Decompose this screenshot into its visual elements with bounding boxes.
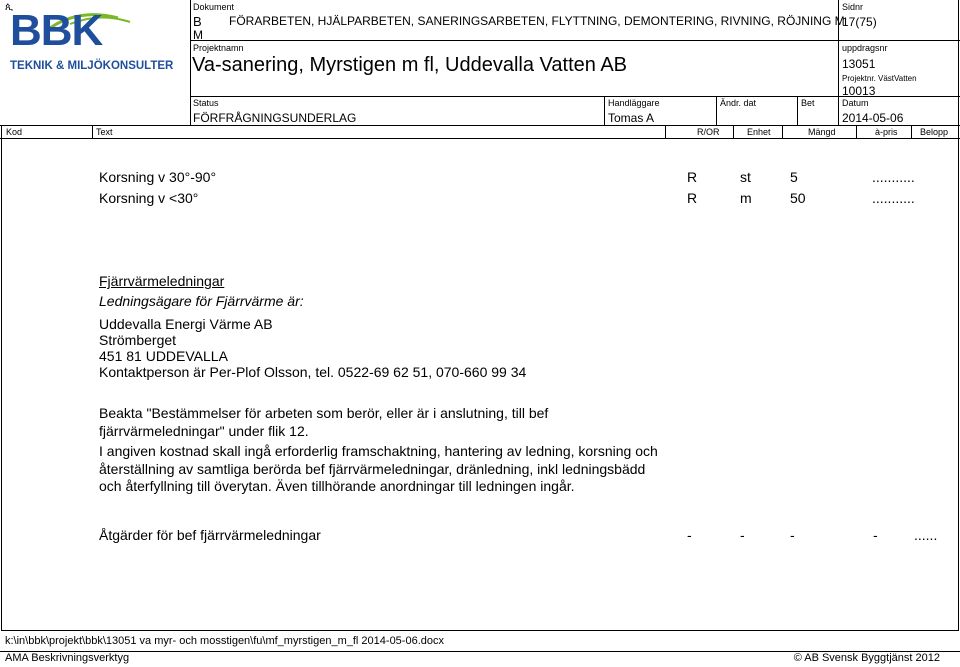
atgard-enhet: - — [740, 527, 745, 543]
header-divider-bet — [797, 96, 798, 125]
header-bottom-rule — [0, 125, 960, 126]
corner-mark: ጲ — [5, 2, 13, 13]
sidnr-value: 17(75) — [842, 15, 877, 29]
contact-person: Kontaktperson är Per-Plof Olsson, tel. 0522-69 62 51, 070-660 99 34 — [99, 364, 527, 380]
status-label: Status — [193, 98, 219, 108]
col-text: Text — [96, 127, 113, 137]
bet-label: Bet — [801, 98, 815, 108]
col-divider-belopp — [911, 126, 912, 138]
row-ror: R — [687, 169, 698, 185]
atgard-text: Åtgärder för bef fjärrvärmeledningar — [99, 527, 321, 543]
datum-value: 2014-05-06 — [842, 111, 904, 125]
datum-label: Datum — [842, 98, 869, 108]
col-divider-apris — [856, 126, 857, 138]
projektnr-label: Projektnr. VästVatten — [842, 74, 917, 83]
frame-right — [958, 0, 959, 631]
note-paragraph-1: Beakta "Bestämmelser för arbeten som berör, eller är i anslutning, till bef fjärrvärmeledningar" under flik 12. — [99, 405, 549, 439]
header-divider-handl — [604, 96, 605, 125]
projektnr-value: 10013 — [842, 84, 876, 98]
col-ror: R/OR — [697, 127, 720, 137]
section-heading: Fjärrvärmeledningar — [99, 273, 225, 289]
owner-intro: Ledningsägare för Fjärrvärme är: — [99, 293, 304, 309]
col-divider-text — [92, 126, 93, 138]
col-divider-ror — [665, 126, 666, 138]
frame-bottom — [1, 630, 959, 631]
dokument-code: B — [193, 14, 202, 29]
dokument-title: FÖRARBETEN, HJÄLPARBETEN, SANERINGSARBETEN, FLYTTNING, DEMONTERING, RIVNING, RÖJNING M — [229, 14, 845, 28]
sidnr-label: Sidnr — [842, 2, 864, 12]
header-divider-andr — [716, 96, 717, 125]
andr-dat-label: Ändr. dat — [720, 98, 757, 108]
note-paragraph-2: I angiven kostnad skall ingå erforderlig framschaktning, hantering av ledning, korsning och återställning av samtliga berörda bef fjärrvärmeledningar, dränledning, inkl ledningsbädd och återfyllning till överytan. Även tillhörande anordningar till ledningen ingår. — [99, 443, 658, 494]
footer-left: AMA Beskrivningsverktyg — [5, 652, 130, 664]
uppdragsnr-value: 13051 — [842, 57, 876, 71]
col-divider-mangd — [782, 126, 783, 138]
atgard-mangd: - — [790, 527, 795, 543]
header-rule-1 — [190, 40, 960, 41]
dokument-label: Dokument — [193, 2, 235, 12]
logo-tagline: TEKNIK & MILJÖKONSULTER — [10, 60, 174, 72]
row-ror: R — [687, 190, 698, 206]
atgard-dots: ...... — [914, 527, 938, 543]
frame-left — [1, 126, 2, 631]
handlaggare-value: Tomas A — [608, 111, 655, 125]
company-logo — [10, 8, 185, 78]
col-divider-enhet — [733, 126, 734, 138]
row-text: Korsning v 30°-90° — [99, 169, 217, 185]
handlaggare-label: Handläggare — [608, 98, 660, 108]
row-enhet: st — [740, 169, 751, 185]
header-divider-logo — [190, 0, 191, 125]
row-dots: ........... — [872, 169, 915, 185]
owner-city: 451 81 UDDEVALLA — [99, 348, 228, 364]
row-text: Korsning v <30° — [99, 190, 199, 206]
footer-file-path: k:\in\bbk\projekt\bbk\13051 va myr- och mosstigen\fu\mf_myrstigen_m_fl 2014-05-06.docx — [5, 635, 444, 647]
dokument-title-cont: M — [193, 28, 203, 42]
atgard-ror: - — [687, 527, 692, 543]
projektnamn-value: Va-sanering, Myrstigen m fl, Uddevalla Vatten AB — [192, 54, 628, 76]
row-enhet: m — [740, 190, 752, 206]
col-mangd: Mängd — [808, 127, 836, 137]
col-enhet: Enhet — [747, 127, 771, 137]
col-apris: à-pris — [875, 127, 898, 137]
logo-letters: BBK — [10, 6, 103, 55]
owner-street: Strömberget — [99, 332, 177, 348]
row-dots: ........... — [872, 190, 915, 206]
owner-name: Uddevalla Energi Värme AB — [99, 316, 273, 332]
row-mangd: 50 — [790, 190, 806, 206]
col-kod: Kod — [6, 127, 23, 137]
atgard-apris: - — [873, 527, 878, 543]
status-value: FÖRFRÅGNINGSUNDERLAG — [193, 111, 357, 125]
uppdragsnr-label: uppdragsnr — [842, 43, 888, 53]
projektnamn-label: Projektnamn — [193, 43, 244, 53]
footer-right: © AB Svensk Byggtjänst 2012 — [793, 652, 940, 664]
col-belopp: Belopp — [920, 127, 949, 137]
column-header-rule — [0, 138, 960, 139]
row-mangd: 5 — [790, 169, 798, 185]
